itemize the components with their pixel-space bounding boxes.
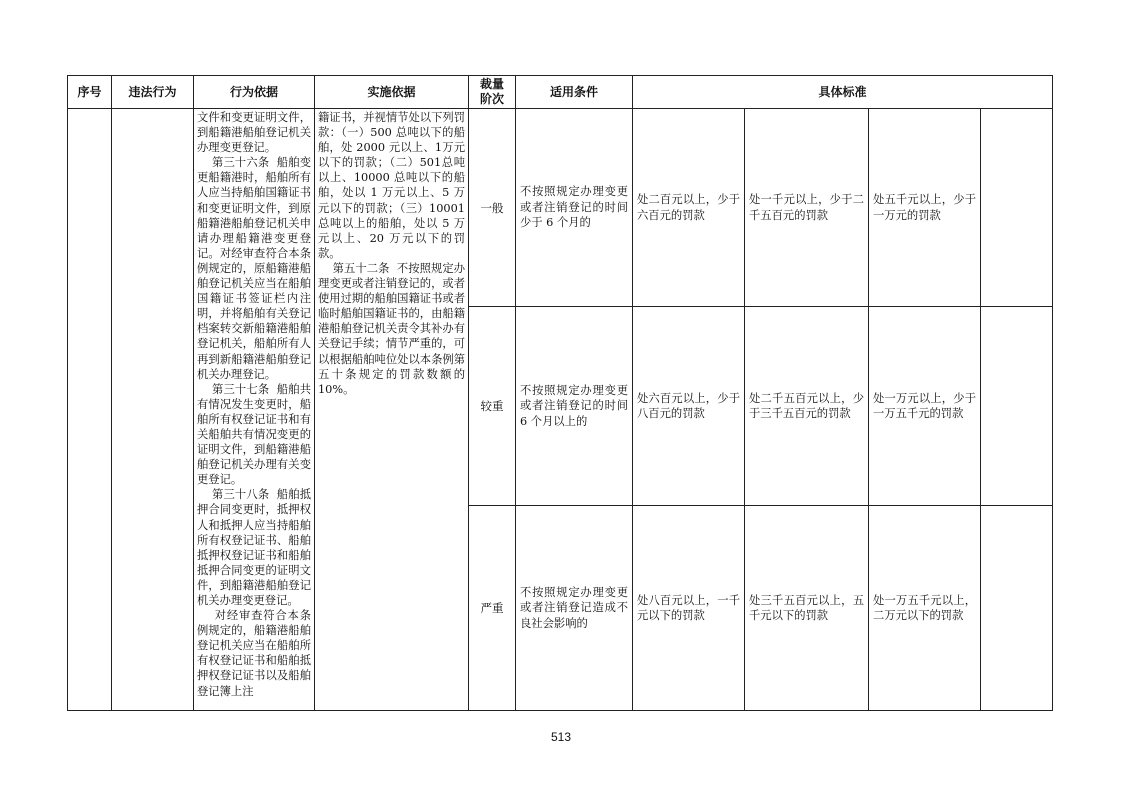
page-number: 513 [550,730,572,744]
basis-cell [194,109,315,711]
standard-cell: 处一万五千元以上，二万元以下的罚款 [869,506,981,711]
basis-paragraph: 第三十六条 船舶变更船籍港时，船舶所有人应当持船舶国籍证书和变更证明文件，到原船籍港船舶登记机关申请办理船籍港变更登记。对经审查符合本条例规定的，原船籍港船舶登记机关应当在船舶国籍证书签证栏内注明，并将船舶有关登记档案转交新船籍港船舶登记机关，船舶所有人再到新船籍港船舶登记机关办理登记。 [197,156,311,381]
header-violation: 违法行为 [112,76,194,109]
standard-cell: 处一万元以上，少于一万五千元的罚款 [869,307,981,506]
standard-cell: 处三千五百元以上，五千元以下的罚款 [745,506,869,711]
impl-cell [315,109,469,711]
level-cell: 较重 [469,307,516,506]
standard-cell: 处五千元以上，少于一万元的罚款 [869,109,981,307]
header-basis: 行为依据 [194,76,315,109]
standard-cell: 处二千五百元以上，少于三千五百元的罚款 [745,307,869,506]
empty-cell [981,307,1053,506]
header-standard: 具体标准 [633,76,1053,109]
condition-cell: 不按照规定办理变更或者注销登记造成不良社会影响的 [516,506,633,711]
standard-cell: 处八百元以上，一千元以下的罚款 [633,506,745,711]
header-level: 裁量 阶次 [469,76,516,109]
basis-paragraph: 第三十七条 船舶共有情况发生变更时，船舶所有权登记证书和有关船舶共有情况变更的证明文件，到船籍港船舶登记机关办理有关变更登记。 [197,382,311,487]
penalty-table [67,75,1053,711]
basis-paragraph: 文件和变更证明文件，到船籍港船舶登记机关办理变更登记。 [197,111,311,155]
table-row [68,109,1053,307]
header-impl: 实施依据 [315,76,469,109]
empty-cell [981,506,1053,711]
level-cell: 严重 [469,506,516,711]
level-cell: 一般 [469,109,516,307]
violation-cell [112,109,194,711]
impl-paragraph: 籍证书，并视情节处以下列罚款：（一）500 总吨以下的船舶，处 2000 元以上、1万元以下的罚款；（二）501总吨以上、10000 总吨以下的船舶，处以 1 万元以上、5 万元以下的罚款；（三）10001 总吨以上的船舶，处以 5 万元以上、20 万元以下的罚款。 [318,111,469,260]
standard-cell: 处一千元以上，少于二千五百元的罚款 [745,109,869,307]
basis-paragraph: 对经审查符合本条例规定的，船籍港船舶登记机关应当在船舶所有权登记证书和船舶抵押权登记证书以及船舶登记簿上注 [197,609,311,698]
condition-cell: 不按照规定办理变更或者注销登记的时间 6 个月以上的 [516,307,633,506]
standard-cell: 处二百元以上，少于六百元的罚款 [633,109,745,307]
basis-paragraph: 第三十八条 船舶抵押合同变更时，抵押权人和抵押人应当持船舶所有权登记证书、船舶抵押权登记证书和船舶抵押合同变更的证明文件，到船籍港船舶登记机关办理变更登记。 [197,488,311,607]
seq-cell [68,109,112,711]
header-condition: 适用条件 [516,76,633,109]
impl-paragraph: 第五十二条 不按照规定办理变更或者注销登记的，或者使用过期的船舶国籍证书或者临时船舶国籍证书的，由船籍港船舶登记机关责令其补办有关登记手续；情节严重的，可以根据船舶吨位处以本条例第五十条规定的罚款数额的 10%。 [318,261,469,396]
header-seq: 序号 [68,76,112,109]
standard-cell: 处六百元以上，少于八百元的罚款 [633,307,745,506]
condition-cell: 不按照规定办理变更或者注销登记的时间少于 6 个月的 [516,109,633,307]
header-row [68,76,1053,109]
empty-cell [981,109,1053,307]
